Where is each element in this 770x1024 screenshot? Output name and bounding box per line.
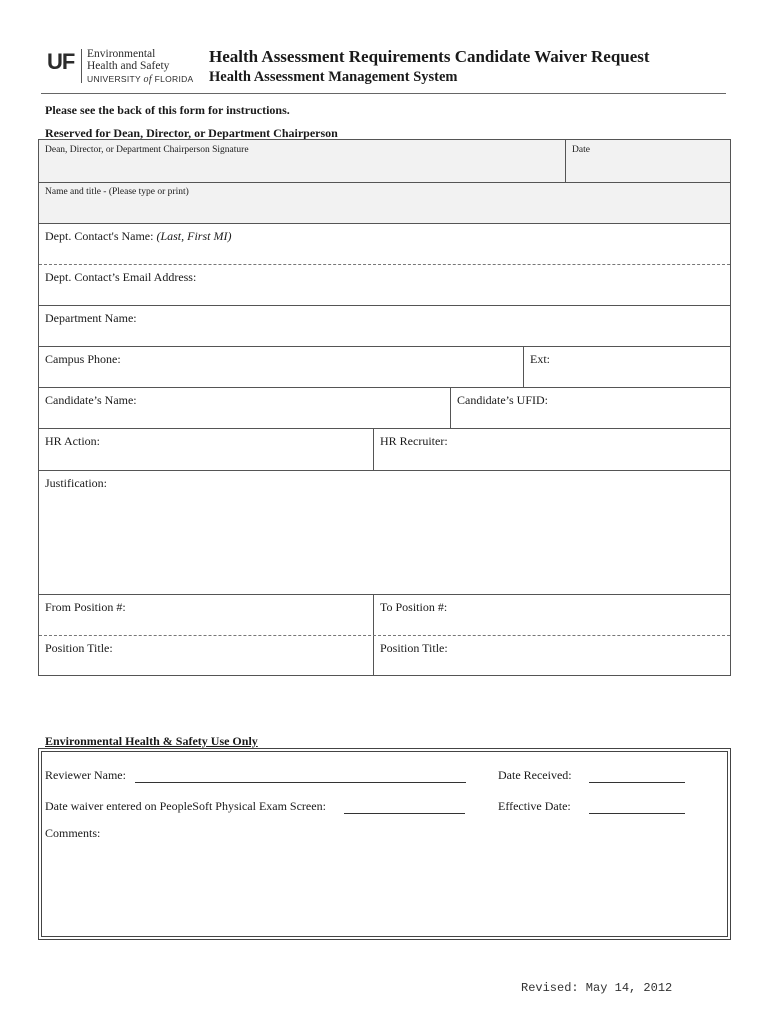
- position-title-right-field[interactable]: [374, 636, 730, 676]
- effective-date-line[interactable]: [589, 813, 685, 814]
- dept-email-field[interactable]: [39, 265, 730, 305]
- date-field[interactable]: [566, 140, 730, 182]
- logo-line-1: Environmental: [87, 48, 156, 60]
- date-entered-line[interactable]: [344, 813, 465, 814]
- justification-field[interactable]: [39, 471, 730, 594]
- date-label: Date: [572, 145, 590, 155]
- hr-recruiter-field[interactable]: [374, 429, 730, 470]
- signature-label: Dean, Director, or Department Chairperson Signature: [45, 145, 249, 155]
- position-title-left-label: Position Title:: [45, 641, 113, 655]
- campus-phone-label: Campus Phone:: [45, 352, 121, 366]
- effective-date-label: Effective Date:: [498, 799, 571, 813]
- reserved-note: Reserved for Dean, Director, or Department Chairperson: [45, 126, 338, 140]
- reviewer-name-line[interactable]: [135, 782, 466, 783]
- to-position-label: To Position #:: [380, 600, 448, 614]
- uf-ehs-logo: [47, 47, 197, 87]
- position-title-left-field[interactable]: [39, 636, 373, 676]
- name-title-label: Name and title - (Please type or print): [45, 187, 189, 197]
- dept-contact-field[interactable]: [39, 224, 730, 264]
- hr-action-field[interactable]: [39, 429, 373, 470]
- form-title: Health Assessment Requirements Candidate Waiver Request: [209, 47, 650, 66]
- logo-line-3-post: FLORIDA: [151, 74, 194, 84]
- revision-date: Revised: May 14, 2012: [521, 981, 673, 995]
- date-received-label: Date Received:: [498, 768, 572, 782]
- from-position-field[interactable]: [39, 595, 373, 635]
- header-divider: [41, 93, 726, 94]
- logo-line-2: Health and Safety: [87, 60, 170, 72]
- uf-logo-mark: UF: [47, 49, 75, 74]
- from-position-label: From Position #:: [45, 600, 126, 614]
- ehs-section-inner: [41, 751, 728, 937]
- reviewer-name-label: Reviewer Name:: [45, 768, 126, 782]
- hr-recruiter-label: HR Recruiter:: [380, 434, 448, 448]
- comments-label: Comments:: [45, 826, 101, 840]
- instructions-note: Please see the back of this form for instructions.: [45, 103, 290, 117]
- ehs-section-box: [38, 748, 731, 940]
- ehs-section-heading: Environmental Health & Safety Use Only: [45, 734, 258, 748]
- date-received-line[interactable]: [589, 782, 685, 783]
- dept-contact-hint: (Last, First MI): [156, 229, 232, 243]
- justification-label: Justification:: [45, 476, 107, 490]
- ext-field[interactable]: [524, 347, 730, 387]
- dept-email-label: Dept. Contact’s Email Address:: [45, 270, 197, 284]
- ext-label: Ext:: [530, 352, 550, 366]
- dept-contact-label: [45, 229, 231, 244]
- to-position-field[interactable]: [374, 595, 730, 635]
- logo-line-3: [87, 74, 194, 85]
- department-field[interactable]: [39, 306, 730, 346]
- logo-line-3-of: of: [143, 74, 152, 85]
- form-subtitle: Health Assessment Management System: [209, 69, 458, 85]
- candidate-name-field[interactable]: [39, 388, 450, 428]
- date-entered-label: Date waiver entered on PeopleSoft Physical Exam Screen:: [45, 799, 326, 813]
- waiver-form-table: [38, 139, 731, 676]
- dept-contact-label-text: Dept. Contact's Name:: [45, 229, 157, 243]
- logo-line-3-pre: UNIVERSITY: [87, 74, 144, 84]
- candidate-ufid-label: Candidate’s UFID:: [457, 393, 548, 407]
- hr-action-label: HR Action:: [45, 434, 101, 448]
- position-title-right-label: Position Title:: [380, 641, 448, 655]
- candidate-name-label: Candidate’s Name:: [45, 393, 137, 407]
- comments-area[interactable]: [45, 844, 724, 933]
- candidate-ufid-field[interactable]: [451, 388, 730, 428]
- campus-phone-field[interactable]: [39, 347, 523, 387]
- name-title-field[interactable]: [39, 183, 730, 223]
- logo-divider: [81, 49, 82, 83]
- department-label: Department Name:: [45, 311, 137, 325]
